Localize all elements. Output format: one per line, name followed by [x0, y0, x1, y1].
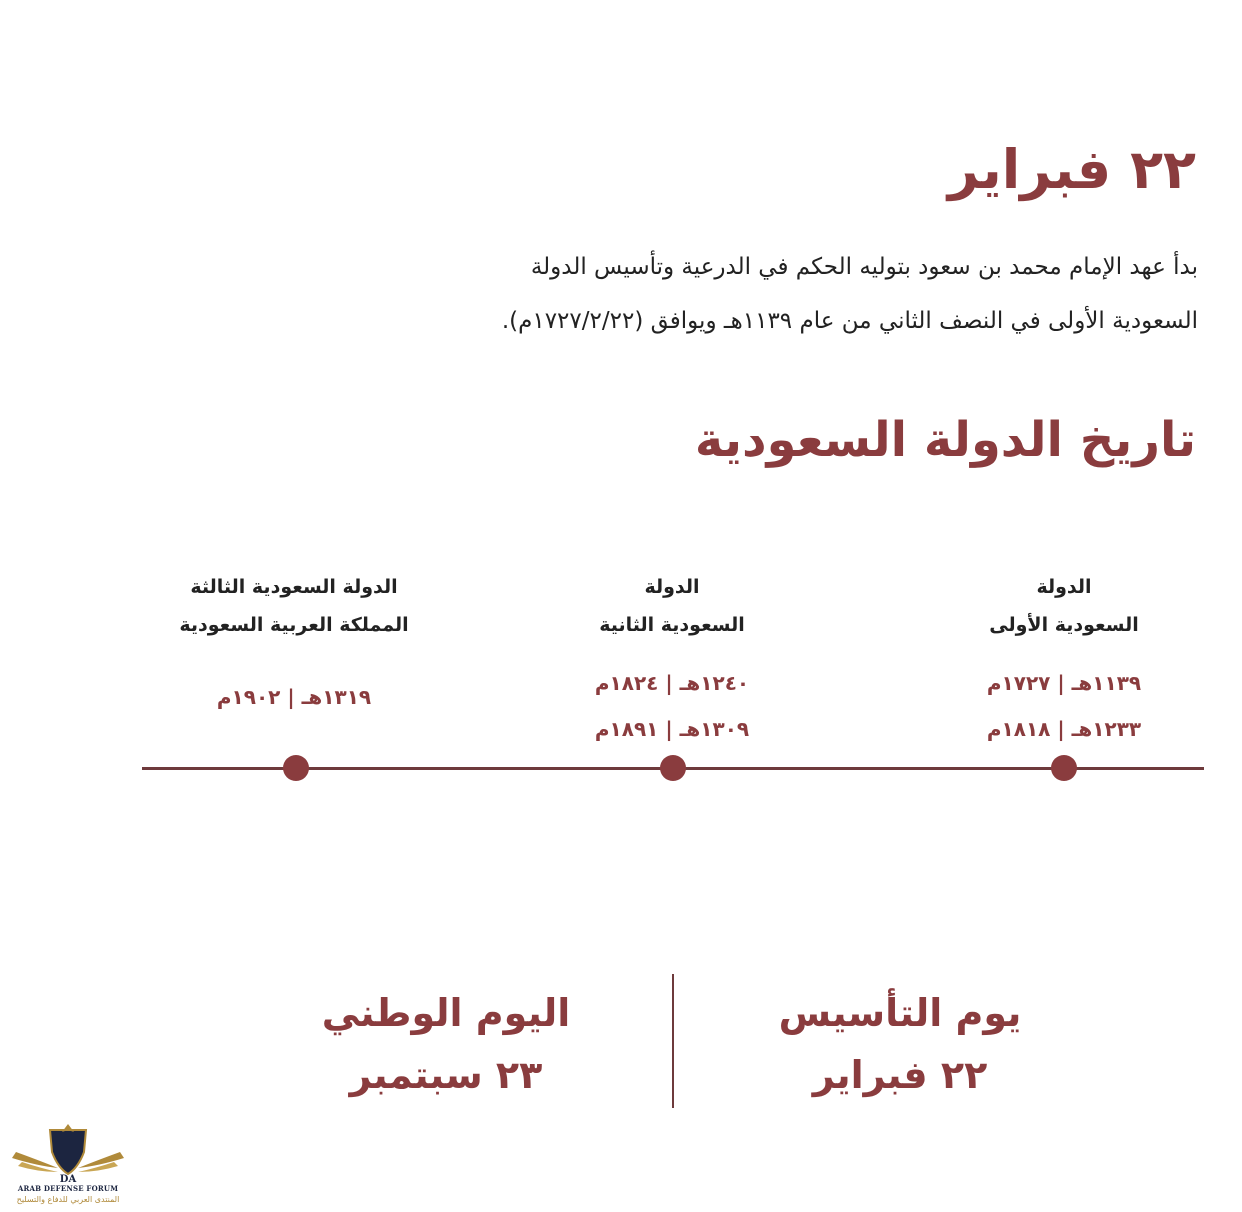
national-day-name: اليوم الوطني: [321, 991, 571, 1035]
history-title: تاريخ الدولة السعودية: [694, 412, 1196, 468]
founding-day-name: يوم التأسيس: [778, 991, 1022, 1035]
era-name-line1: الدولة: [644, 576, 700, 598]
logo-text-en: ARAB DEFENSE FORUM: [17, 1184, 119, 1193]
era-start-date: ١١٣٩هـ | ١٧٢٧م: [986, 671, 1142, 695]
logo-monogram: DA: [59, 1174, 77, 1184]
era-third-state: [144, 568, 444, 720]
era-start-date: ١٣١٩هـ | ١٩٠٢م: [216, 685, 372, 709]
days-divider: [672, 974, 674, 1108]
era-dates: [914, 660, 1214, 752]
founding-day-block: [730, 982, 1070, 1106]
arab-defense-forum-logo: [8, 1122, 128, 1210]
timeline-dot-second: [660, 755, 686, 781]
founding-day-date: ٢٢ فبراير: [812, 1053, 988, 1097]
logo-text-ar: المنتدى العربي للدفاع والتسليح: [16, 1195, 120, 1204]
era-name-line1: الدولة: [1036, 576, 1092, 598]
era-first-state: [914, 568, 1214, 752]
timeline-dot-third: [283, 755, 309, 781]
timeline-dot-first: [1051, 755, 1077, 781]
national-day-date: ٢٣ سبتمبر: [349, 1053, 543, 1097]
era-name-line2: المملكة العربية السعودية: [179, 614, 409, 636]
era-second-state: [522, 568, 822, 752]
era-end-date: ١٣٠٩هـ | ١٨٩١م: [594, 717, 750, 741]
intro-paragraph: بدأ عهد الإمام محمد بن سعود بتوليه الحكم في الدرعية وتأسيس الدولة السعودية الأولى في النصف الثاني من عام ١١٣٩هـ ويوافق (١٧٢٧/٢/٢٢م).: [501, 254, 1198, 334]
era-dates: [144, 674, 444, 720]
era-start-date: ١٢٤٠هـ | ١٨٢٤م: [594, 671, 750, 695]
era-name-line2: السعودية الثانية: [599, 614, 745, 636]
era-end-date: ١٢٣٣هـ | ١٨١٨م: [986, 717, 1142, 741]
national-day-block: [276, 982, 616, 1106]
logo-emblem-icon: [8, 1122, 128, 1184]
era-dates: [522, 660, 822, 752]
era-name-line1: الدولة السعودية الثالثة: [190, 576, 398, 598]
founding-date-heading: ٢٢ فبراير: [947, 138, 1196, 201]
era-name-line2: السعودية الأولى: [989, 614, 1139, 636]
